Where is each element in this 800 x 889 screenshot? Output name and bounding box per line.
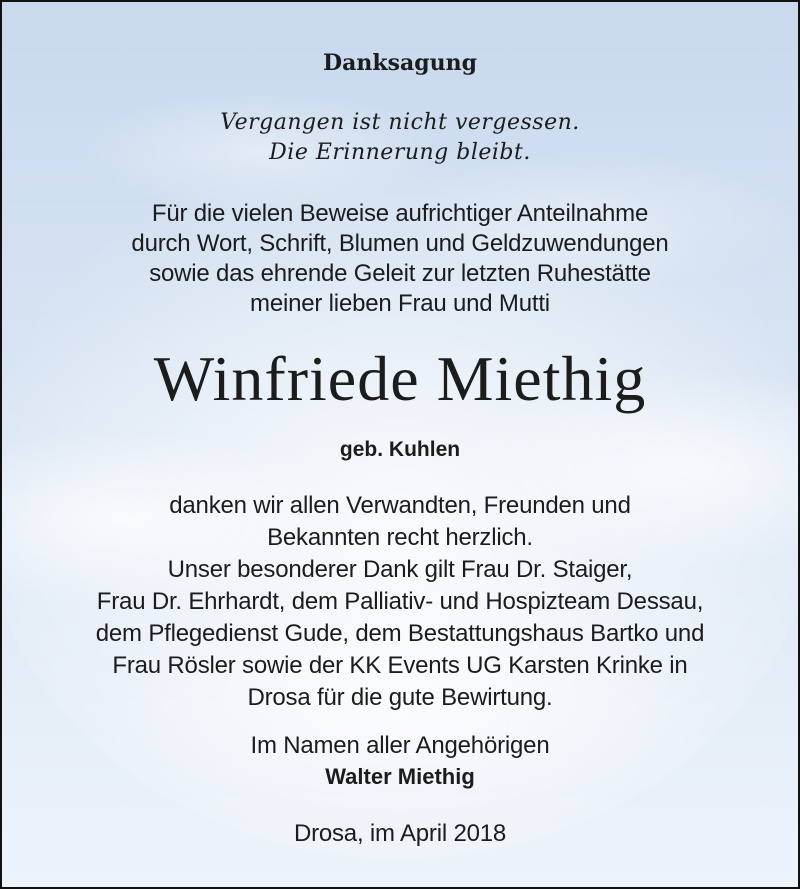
thanks-line-2: Bekannten recht herzlich. <box>267 524 533 551</box>
notice-title: Danksagung <box>323 50 477 76</box>
on-behalf-line: Im Namen aller Angehörigen <box>250 732 550 759</box>
thanks-line-4: Frau Dr. Ehrhardt, dem Palliativ- und Hospizteam Dessau, <box>96 588 704 615</box>
thanks-line-7: Drosa für die gute Bewirtung. <box>247 684 553 711</box>
place-date: Drosa, im April 2018 <box>293 820 507 847</box>
thanks-line-5: dem Pflegedienst Gude, dem Bestattungshaus Bartko und <box>95 620 705 647</box>
thanks-line-6: Frau Rösler sowie der KK Events UG Karsten Krinke in <box>112 652 688 679</box>
birth-name: geb. Kuhlen <box>339 438 461 461</box>
thanks-line-3: Unser besonderer Dank gilt Frau Dr. Staiger, <box>167 556 633 583</box>
thanks-line-1: danken wir allen Verwandten, Freunden und <box>169 492 631 519</box>
deceased-name: Winfriede Miethig <box>153 343 647 414</box>
intro-line-2: durch Wort, Schrift, Blumen und Geldzuwendungen <box>131 230 669 257</box>
intro-line-1: Für die vielen Beweise aufrichtiger Anteilnahme <box>151 200 649 227</box>
intro-line-4: meiner lieben Frau und Mutti <box>250 290 550 317</box>
intro-line-3: sowie das ehrende Geleit zur letzten Ruhestätte <box>149 260 651 287</box>
motto-line-2: Die Erinnerung bleibt. <box>269 140 531 165</box>
motto-line-1: Vergangen ist nicht vergessen. <box>220 110 580 135</box>
signer-name: Walter Miethig <box>325 764 475 789</box>
